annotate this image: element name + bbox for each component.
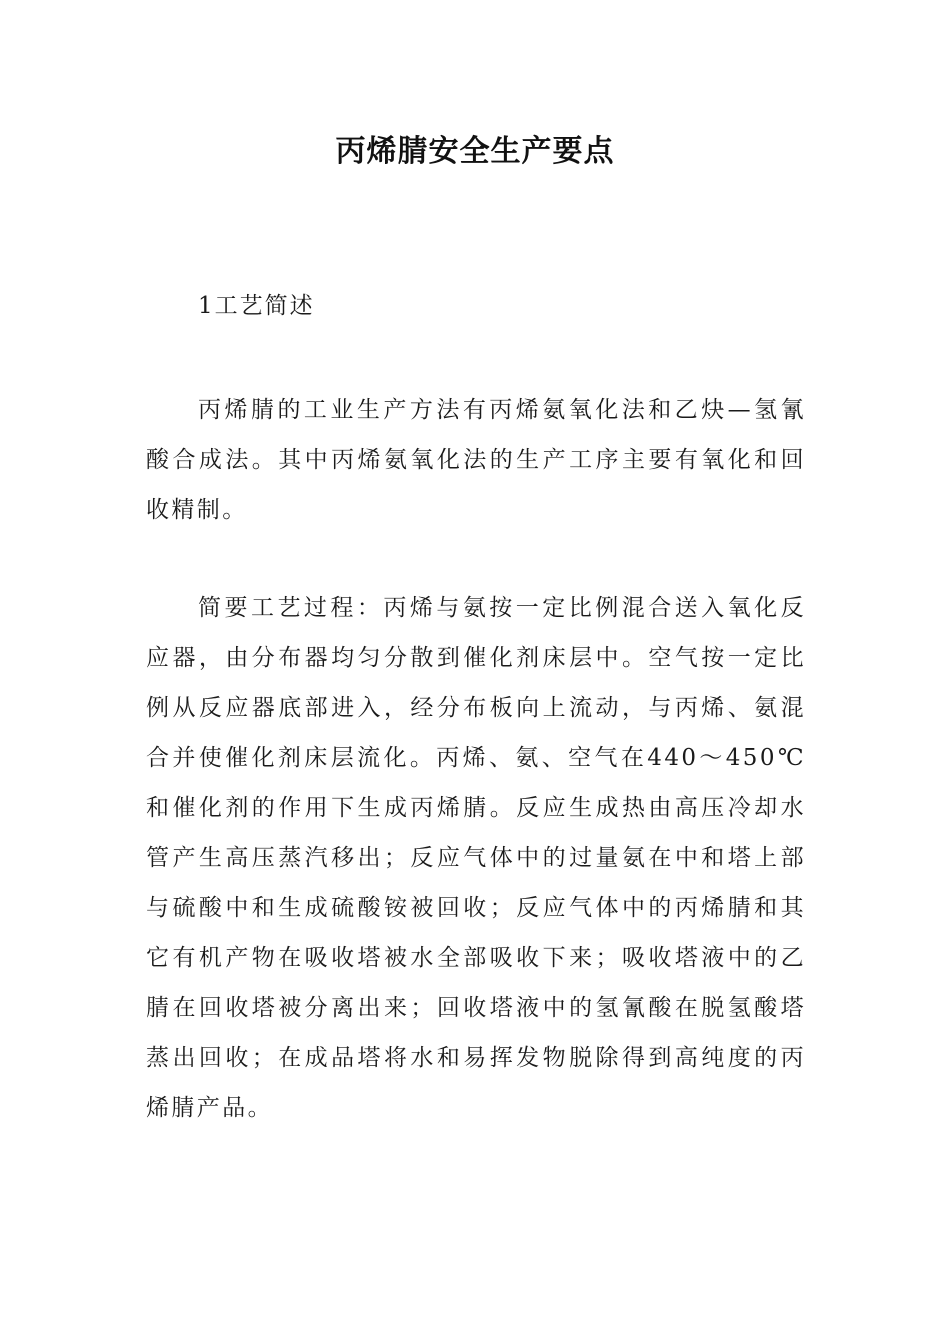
body-paragraph: 丙烯腈的工业生产方法有丙烯氨氧化法和乙炔—氢氰酸合成法。其中丙烯氨氧化法的生产工序主要有氧化和回收精制。 [146,397,806,523]
body-paragraph: 简要工艺过程：丙烯与氨按一定比例混合送入氧化反应器，由分布器均匀分散到催化剂床层中。空气按一定比例从反应器底部进入，经分布板向上流动，与丙烯、氨混合并使催化剂床层流化。丙烯、氨、空气在440～450℃和催化剂的作用下生成丙烯腈。反应生成热由高压冷却水管产生高压蒸汽移出；反应气体中的过量氨在中和塔上部与硫酸中和生成硫酸铵被回收；反应气体中的丙烯腈和其它有机产物在吸收塔被水全部吸收下来；吸收塔液中的乙腈在回收塔被分离出来；回收塔液中的氢氰酸在脱氢酸塔蒸出回收；在成品塔将水和易挥发物脱除得到高纯度的丙烯腈产品。 [146,595,806,1121]
document-title: 丙烯腈安全生产要点 [335,134,615,169]
section-heading: 1工艺简述 [198,293,315,319]
